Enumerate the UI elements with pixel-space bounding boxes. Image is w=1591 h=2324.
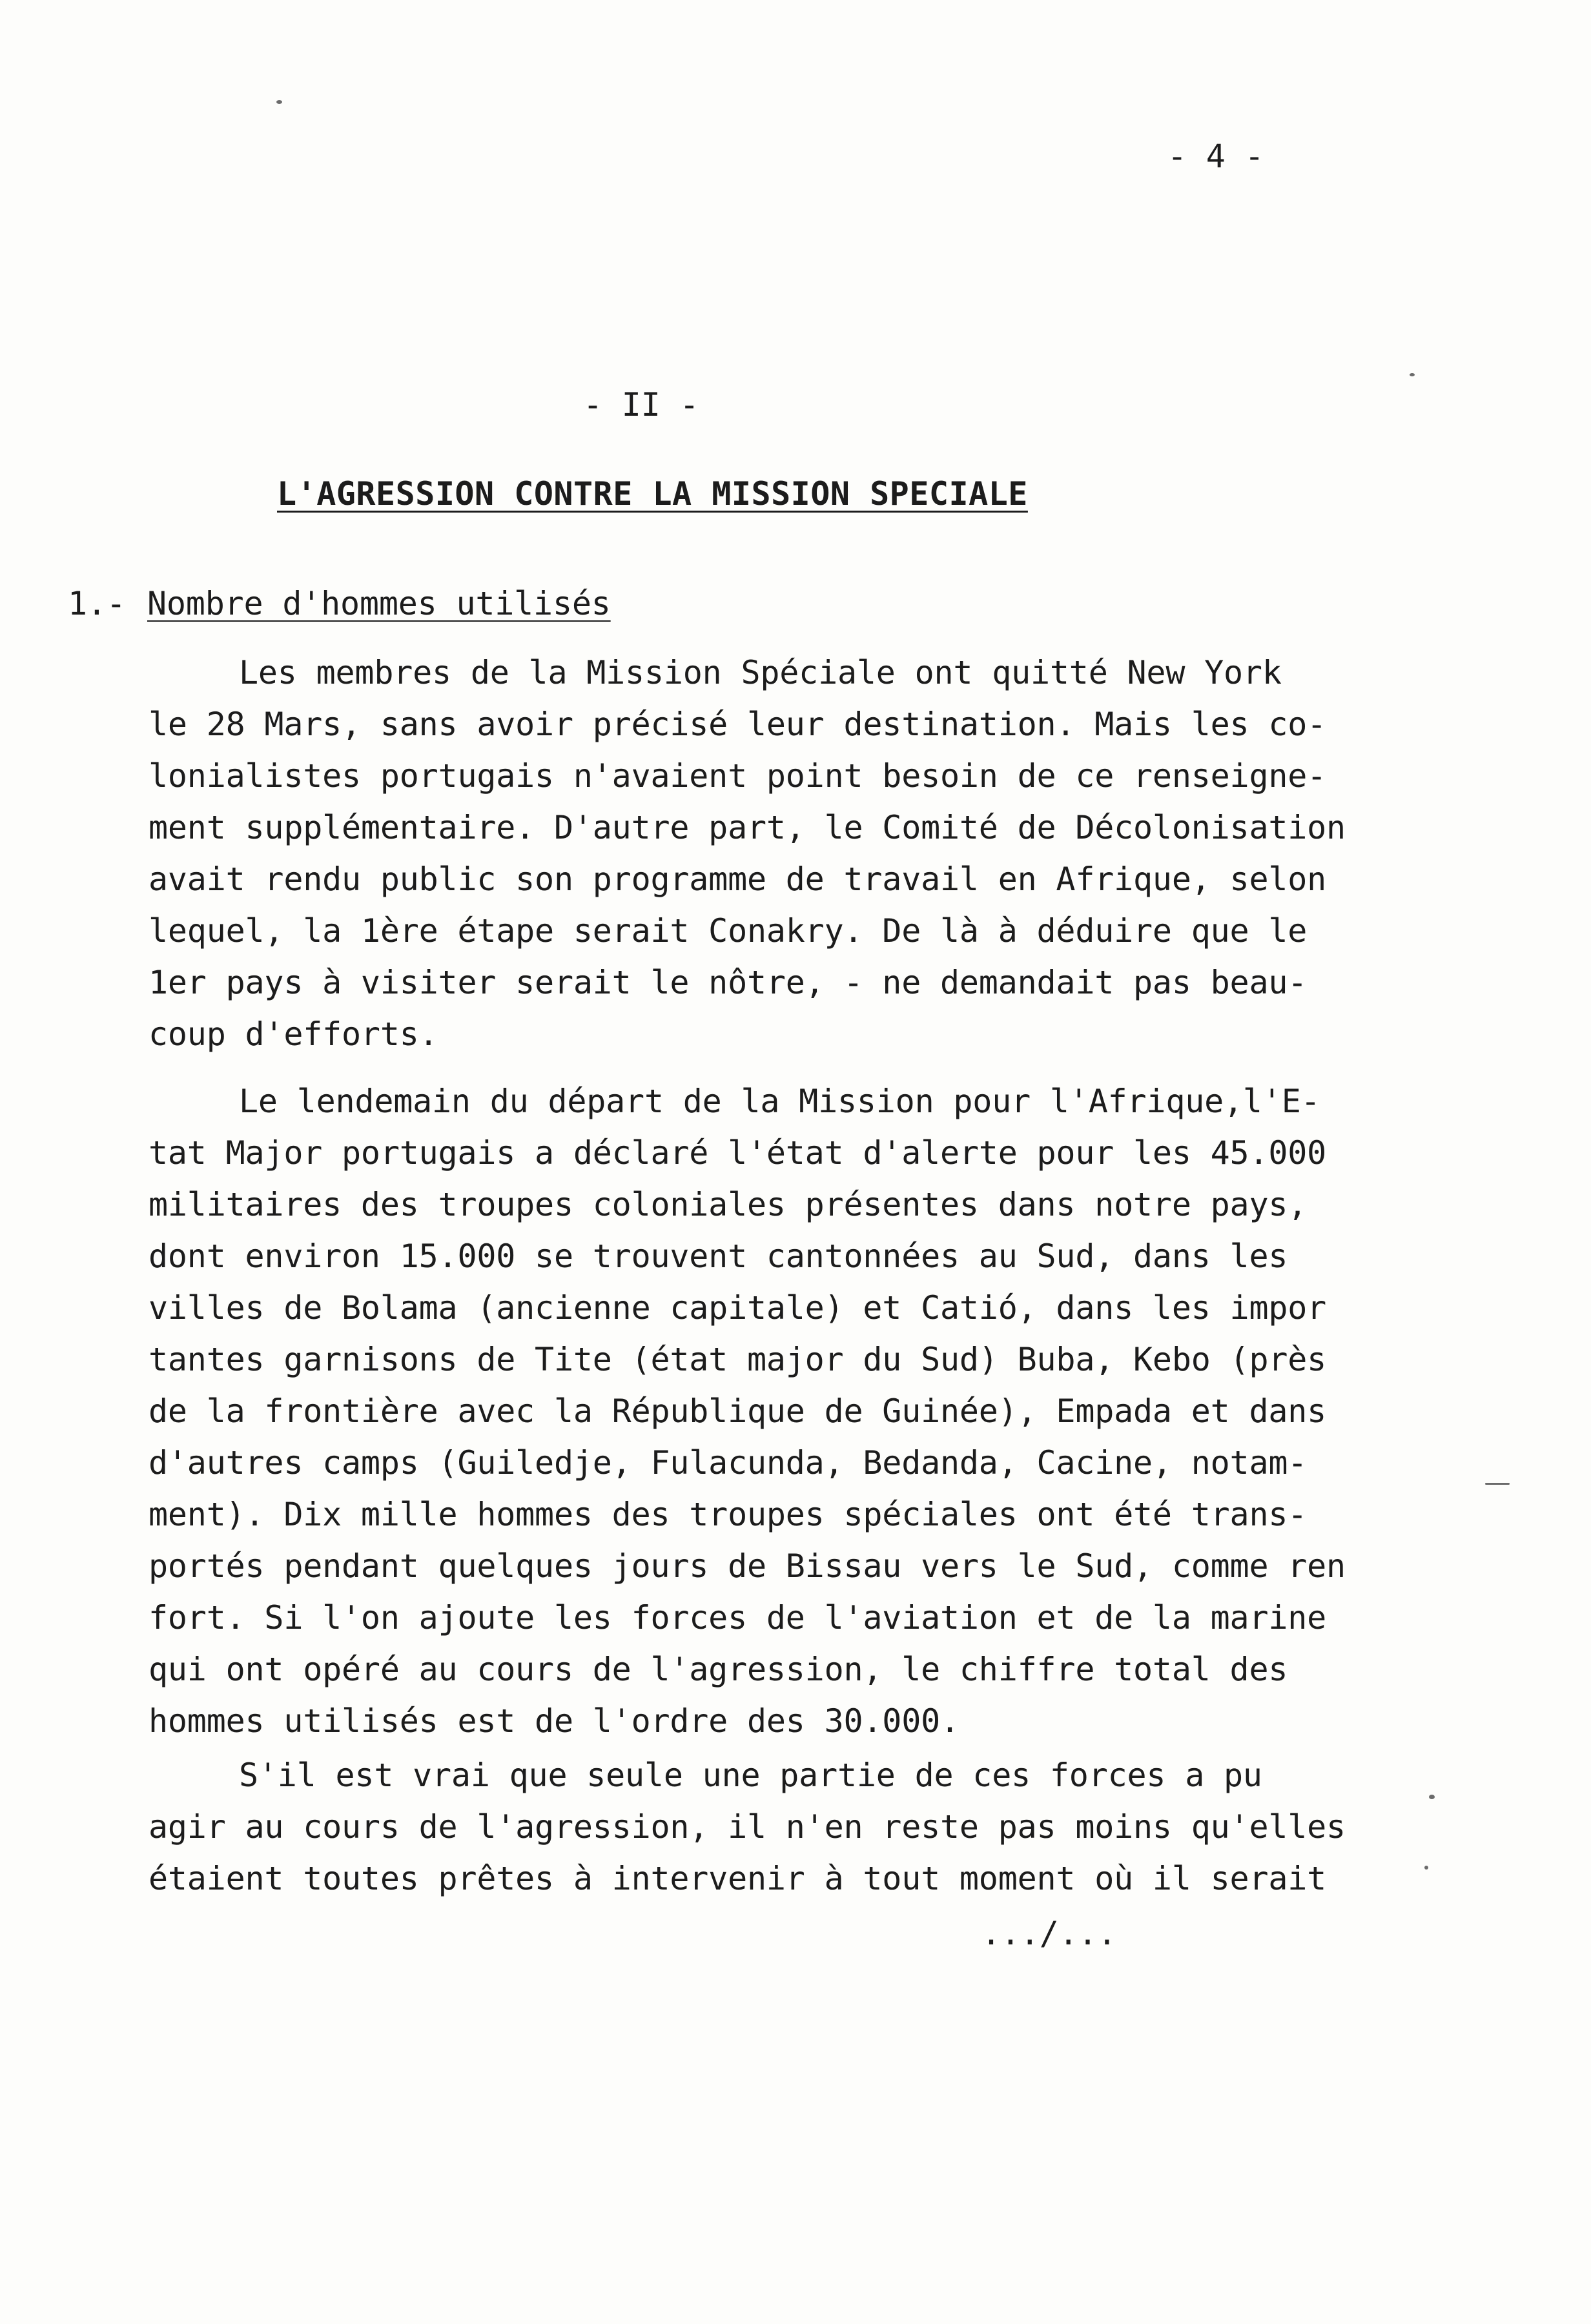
scan-speck <box>1429 1795 1435 1799</box>
text-line: ment supplémentaire. D'autre part, le Comité de Décolonisation <box>149 809 1346 846</box>
page-number: - 4 - <box>1167 138 1264 175</box>
text-line: le 28 Mars, sans avoir précisé leur destination. Mais les co- <box>149 706 1327 743</box>
text-line: S'il est vrai que seule une partie de ces forces a pu <box>239 1757 1262 1794</box>
subsection-title: Nombre d'hommes utilisés <box>147 585 611 622</box>
text-line: villes de Bolama (ancienne capitale) et Catió, dans les impor <box>149 1289 1327 1327</box>
text-line: avait rendu public son programme de travail en Afrique, selon <box>149 861 1327 898</box>
scan-speck <box>1424 1866 1428 1870</box>
subsection-number: 1.- <box>68 585 126 622</box>
text-line: lequel, la 1ère étape serait Conakry. De là à déduire que le <box>149 912 1308 950</box>
text-line: qui ont opéré au cours de l'agression, le chiffre total des <box>149 1651 1288 1688</box>
text-line: agir au cours de l'agression, il n'en reste pas moins qu'elles <box>149 1808 1346 1846</box>
section-title: L'AGRESSION CONTRE LA MISSION SPECIALE <box>277 475 1028 513</box>
text-line: 1er pays à visiter serait le nôtre, - ne demandait pas beau- <box>149 964 1308 1001</box>
text-line: coup d'efforts. <box>149 1015 438 1053</box>
text-line: hommes utilisés est de l'ordre des 30.000. <box>149 1702 960 1740</box>
text-line: ment). Dix mille hommes des troupes spéciales ont été trans- <box>149 1496 1308 1533</box>
text-line: lonialistes portugais n'avaient point besoin de ce renseigne- <box>149 757 1327 795</box>
scan-speck <box>1410 373 1415 376</box>
continuation-marker: .../... <box>981 1915 1117 1952</box>
text-line: tat Major portugais a déclaré l'état d'alerte pour les 45.000 <box>149 1134 1327 1172</box>
text-line: fort. Si l'on ajoute les forces de l'aviation et de la marine <box>149 1599 1327 1636</box>
scan-speck <box>1485 1483 1510 1485</box>
text-line: militaires des troupes coloniales présentes dans notre pays, <box>149 1186 1308 1223</box>
text-line: d'autres camps (Guiledje, Fulacunda, Bedanda, Cacine, notam- <box>149 1444 1308 1482</box>
scan-speck <box>276 100 282 104</box>
text-line: Les membres de la Mission Spéciale ont quitté New York <box>239 654 1282 691</box>
text-line: étaient toutes prêtes à intervenir à tout moment où il serait <box>149 1860 1327 1897</box>
text-line: de la frontière avec la République de Guinée), Empada et dans <box>149 1392 1327 1430</box>
text-line: portés pendant quelques jours de Bissau vers le Sud, comme ren <box>149 1547 1346 1585</box>
text-line: Le lendemain du départ de la Mission pour l'Afrique,l'E- <box>239 1083 1320 1120</box>
text-line: dont environ 15.000 se trouvent cantonnées au Sud, dans les <box>149 1238 1288 1275</box>
section-number: - II - <box>583 386 699 423</box>
text-line: tantes garnisons de Tite (état major du Sud) Buba, Kebo (près <box>149 1341 1327 1378</box>
